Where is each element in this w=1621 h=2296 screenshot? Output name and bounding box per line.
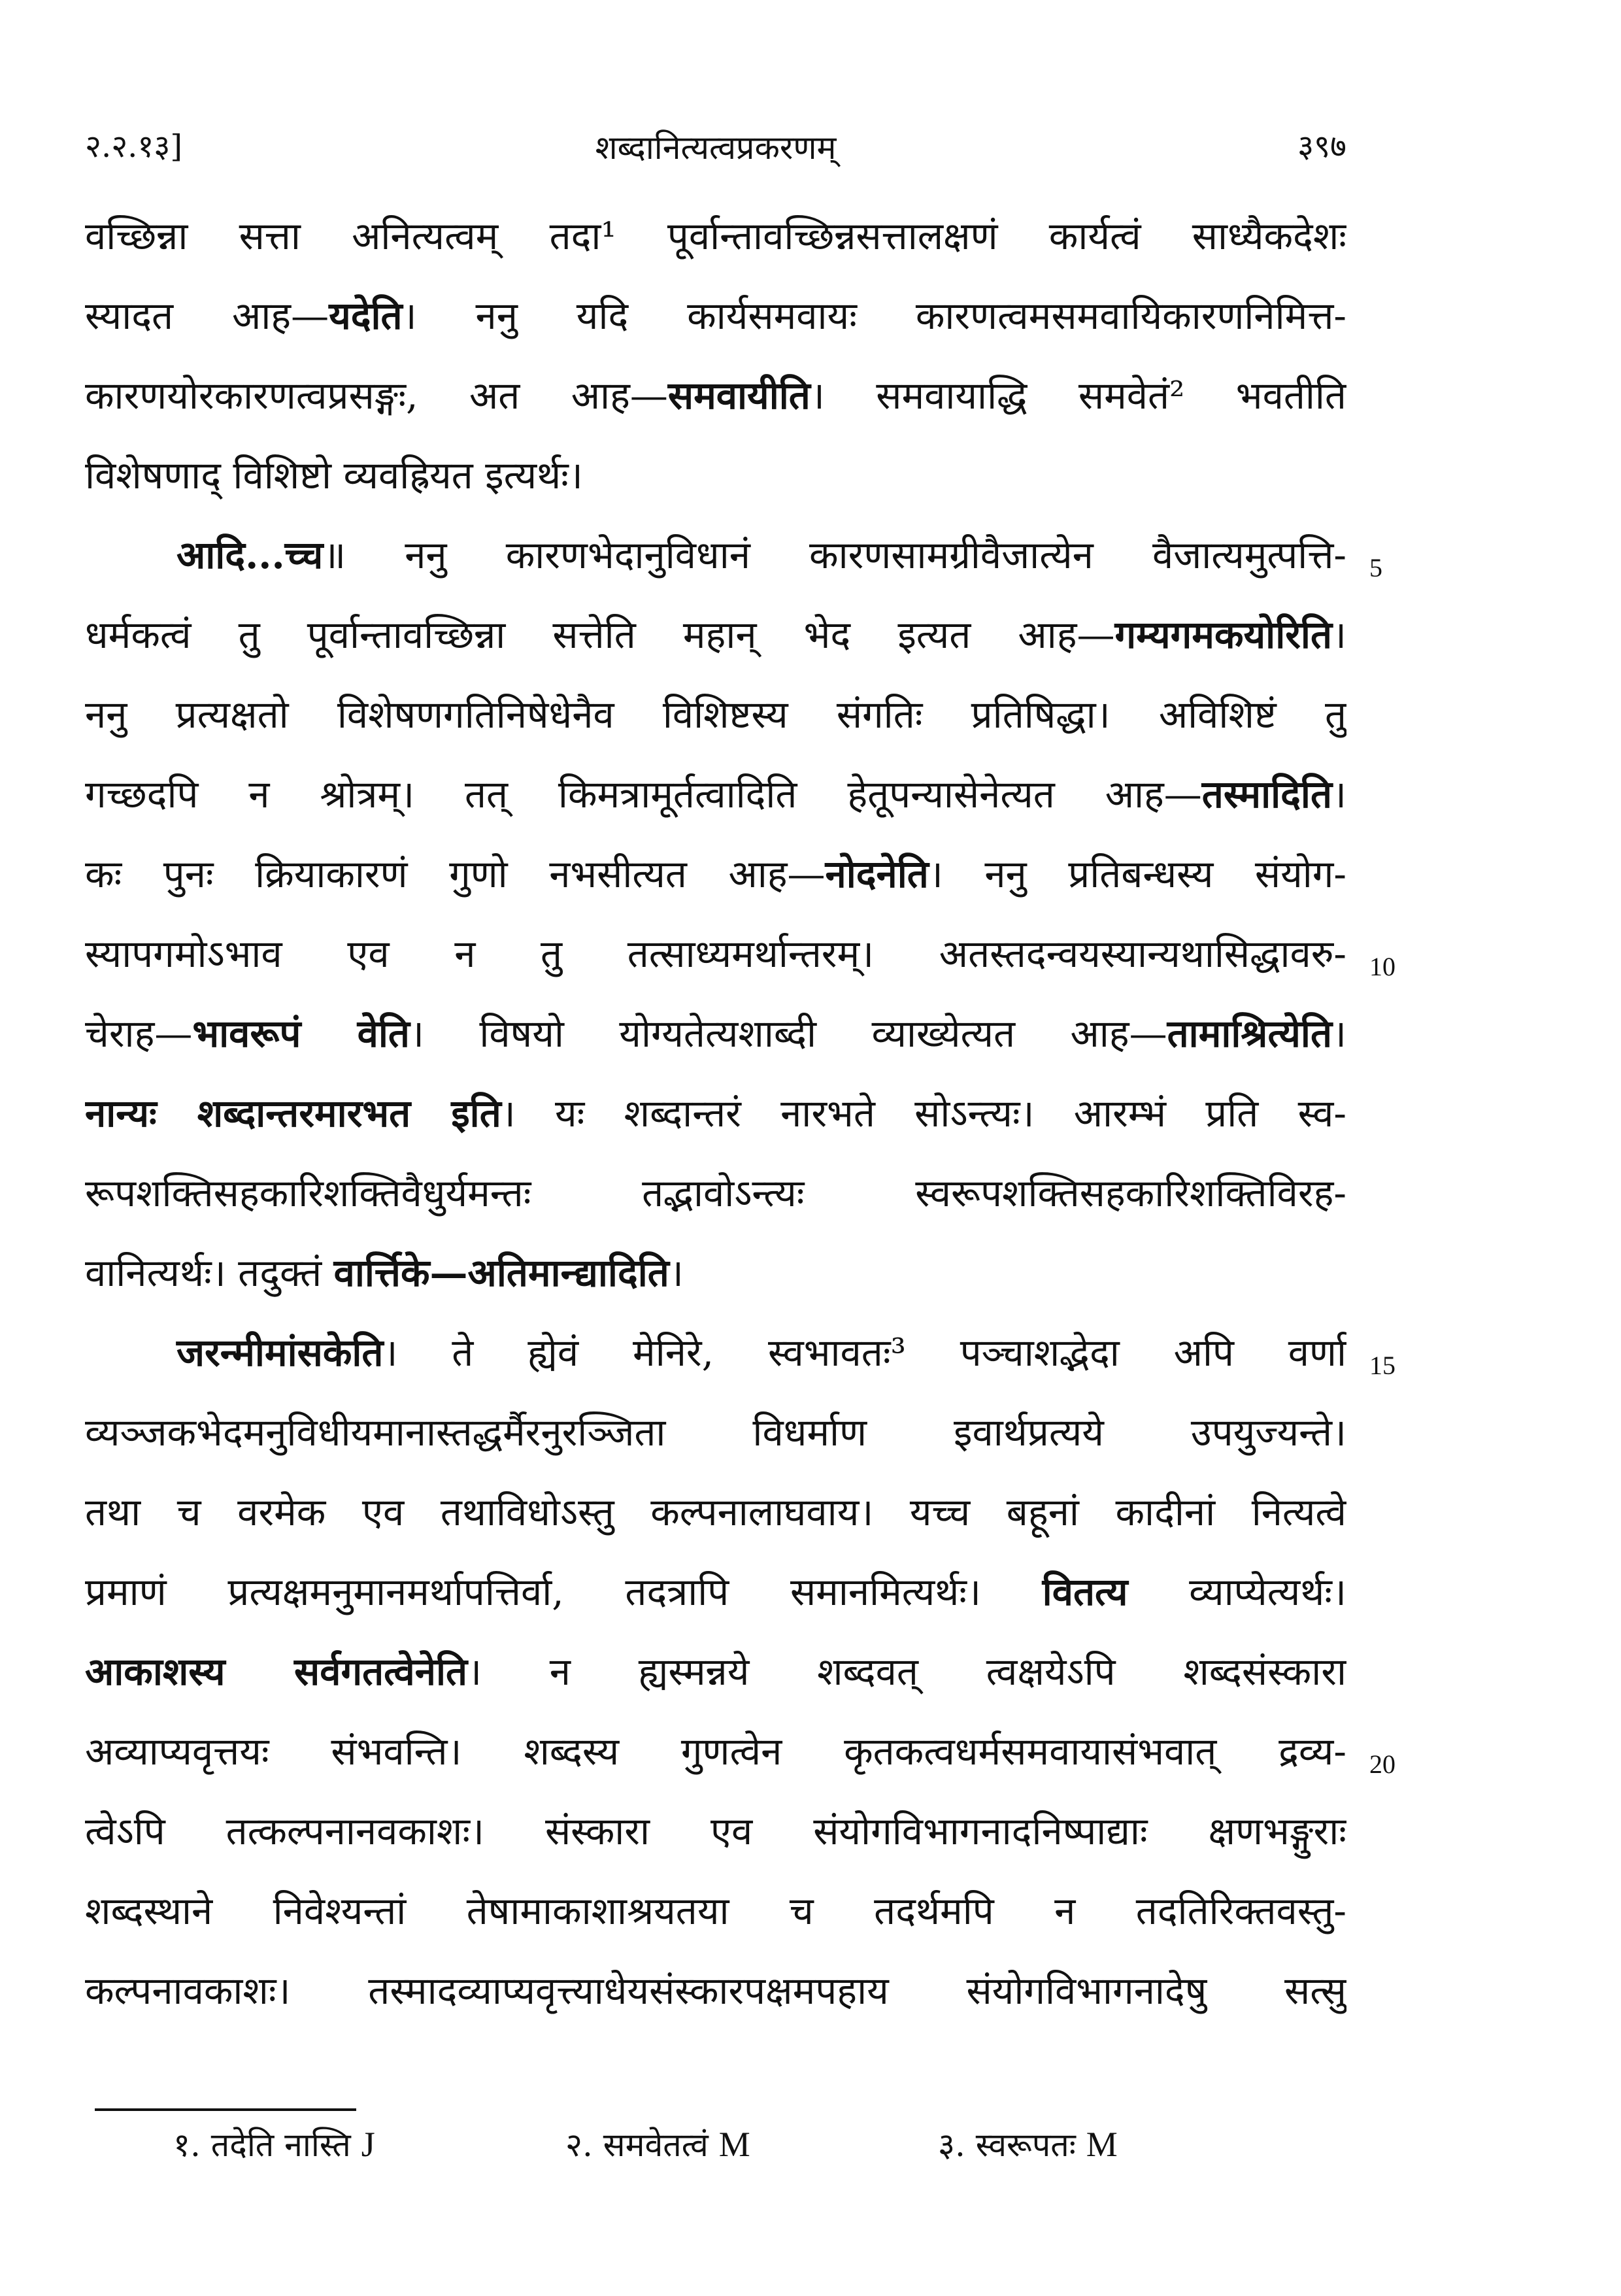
manuscript-siglum: M <box>718 2125 750 2164</box>
lemma: आकाशस्य सर्वगतत्वेनेति <box>85 1649 468 1694</box>
lemma: आदि...च्च <box>176 533 324 577</box>
text-line: जरन्मीमांसकेति। ते ह्येवं मेनिरे, स्वभावतः³ पञ्चाशद्भेदा अपि वर्णा <box>176 1330 1346 1375</box>
line-number: 5 <box>1369 553 1382 582</box>
line-number: 15 <box>1369 1351 1395 1380</box>
section-reference: २.२.१३] <box>85 128 183 165</box>
text-line: आदि...च्च॥ ननु कारणभेदानुविधानं कारणसामग्रीवैजात्येन वैजात्यमुत्पत्ति- <box>176 533 1346 577</box>
lemma: गम्यगमकयोरिति <box>1114 613 1333 657</box>
text-line: आकाशस्य सर्वगतत्वेनेति। न ह्यस्मन्नये शब्दवत् त्वक्षयेऽपि शब्दसंस्कारा <box>85 1649 1346 1694</box>
text-line: शब्दस्थाने निवेश्यन्तां तेषामाकाशाश्रयतया च तदर्थमपि न तदतिरिक्तवस्तु- <box>85 1889 1346 1933</box>
page-number: ३९७ <box>1297 128 1346 165</box>
lemma: वितत्य <box>1042 1570 1128 1614</box>
text-line: विशेषणाद् विशिष्टो व्यवह्रियत इत्यर्थः। <box>85 453 583 498</box>
text-line: कल्पनावकाशः। तस्मादव्याप्यवृत्त्याधेयसंस्कारपक्षमपहाय संयोगविभागनादेषु सत्सु <box>85 1968 1346 2013</box>
text-line: व्यञ्जकभेदमनुविधीयमानास्तद्धर्मैरनुरञ्जिता विधर्माण इवार्थप्रत्यये उपयुज्यन्ते। <box>85 1410 1346 1455</box>
text-line: स्यादत आह—यदेति। ननु यदि कार्यसमवायः कारणत्वमसमवायिकारणनिमित्त- <box>85 294 1346 338</box>
footnote: ३. स्वरूपतः M <box>938 2125 1118 2164</box>
page-title: शब्दानित्यत्वप्रकरणम् <box>595 129 837 167</box>
running-header <box>85 124 1346 183</box>
text-line: प्रमाणं प्रत्यक्षमनुमानमर्थापत्तिर्वा, तदत्रापि समानमित्यर्थः। वितत्य व्याप्येत्यर्थः। <box>85 1570 1346 1614</box>
text-line: त्वेऽपि तत्कल्पनानवकाशः। संस्कारा एव संयोगविभागनादनिष्पाद्याः क्षणभङ्गुराः <box>85 1809 1346 1853</box>
line-number: 20 <box>1369 1749 1395 1779</box>
manuscript-siglum: M <box>1086 2125 1118 2164</box>
lemma: यदेति <box>329 294 403 338</box>
lemma: तामाश्रित्येति <box>1167 1011 1333 1056</box>
lemma: नोदनेति <box>825 852 929 896</box>
lemma: तस्मादिति <box>1201 772 1333 817</box>
footnote-divider <box>95 2108 356 2111</box>
lemma: वार्त्तिके—अतिमान्द्यादिति <box>333 1251 669 1295</box>
text-line: रूपशक्तिसहकारिशक्तिवैधुर्यमन्तः तद्भावोऽन्त्यः स्वरूपशक्तिसहकारिशक्तिविरह- <box>85 1171 1346 1215</box>
footnotes <box>173 2121 1350 2174</box>
text-line: गच्छदपि न श्रोत्रम्। तत् किमत्रामूर्तत्वादिति हेतूपन्यासेनेत्यत आह—तस्मादिति। <box>85 772 1346 817</box>
text-line: वच्छिन्ना सत्ता अनित्यत्वम् तदा¹ पूर्वान्तावच्छिन्नसत्तालक्षणं कार्यत्वं साध्यैकदेशः <box>85 214 1346 258</box>
footnote: १. तदेति नास्ति J <box>173 2125 375 2164</box>
text-line: कारणयोरकारणत्वप्रसङ्गः, अत आह—समवायीति। समवायाद्धि समवेतं² भवतीति <box>85 373 1346 418</box>
lemma: जरन्मीमांसकेति <box>176 1330 384 1375</box>
lemma: भावरूपं वेति <box>192 1011 410 1056</box>
line-number: 10 <box>1369 952 1395 981</box>
text-line: स्यापगमोऽभाव एव न तु तत्साध्यमर्थान्तरम्। अतस्तदन्वयस्यान्यथासिद्धावरु- <box>85 932 1346 976</box>
text-line: वानित्यर्थः। तदुक्तं वार्त्तिके—अतिमान्द्यादिति। <box>85 1251 684 1295</box>
manuscript-siglum: J <box>361 2125 375 2164</box>
text-line: कः पुनः क्रियाकारणं गुणो नभसीत्यत आह—नोदनेति। ननु प्रतिबन्धस्य संयोग- <box>85 852 1346 896</box>
text-line: धर्मकत्वं तु पूर्वान्तावच्छिन्ना सत्तेति महान् भेद इत्यत आह—गम्यगमकयोरिति। <box>85 613 1346 657</box>
text-line: नान्यः शब्दान्तरमारभत इति। यः शब्दान्तरं नारभते सोऽन्त्यः। आरम्भं प्रति स्व- <box>85 1091 1346 1136</box>
text-line: ननु प्रत्यक्षतो विशेषणगतिनिषेधेनैव विशिष्टस्य संगतिः प्रतिषिद्धा। अविशिष्टं तु <box>85 692 1346 737</box>
lemma: समवायीति <box>667 373 811 418</box>
footnote: २. समवेतत्वं M <box>565 2125 750 2164</box>
body-text <box>85 196 1346 2031</box>
text-line: चेराह—भावरूपं वेति। विषयो योग्यतेत्यशाब्दी व्याख्येत्यत आह—तामाश्रित्येति। <box>85 1011 1346 1056</box>
text-line: अव्याप्यवृत्तयः संभवन्ति। शब्दस्य गुणत्वेन कृतकत्वधर्मसमवायासंभवात् द्रव्य- <box>85 1729 1346 1774</box>
text-line: तथा च वरमेक एव तथाविधोऽस्तु कल्पनालाघवाय। यच्च बहूनां कादीनां नित्यत्वे <box>85 1490 1346 1534</box>
lemma: नान्यः शब्दान्तरमारभत इति <box>85 1091 501 1136</box>
